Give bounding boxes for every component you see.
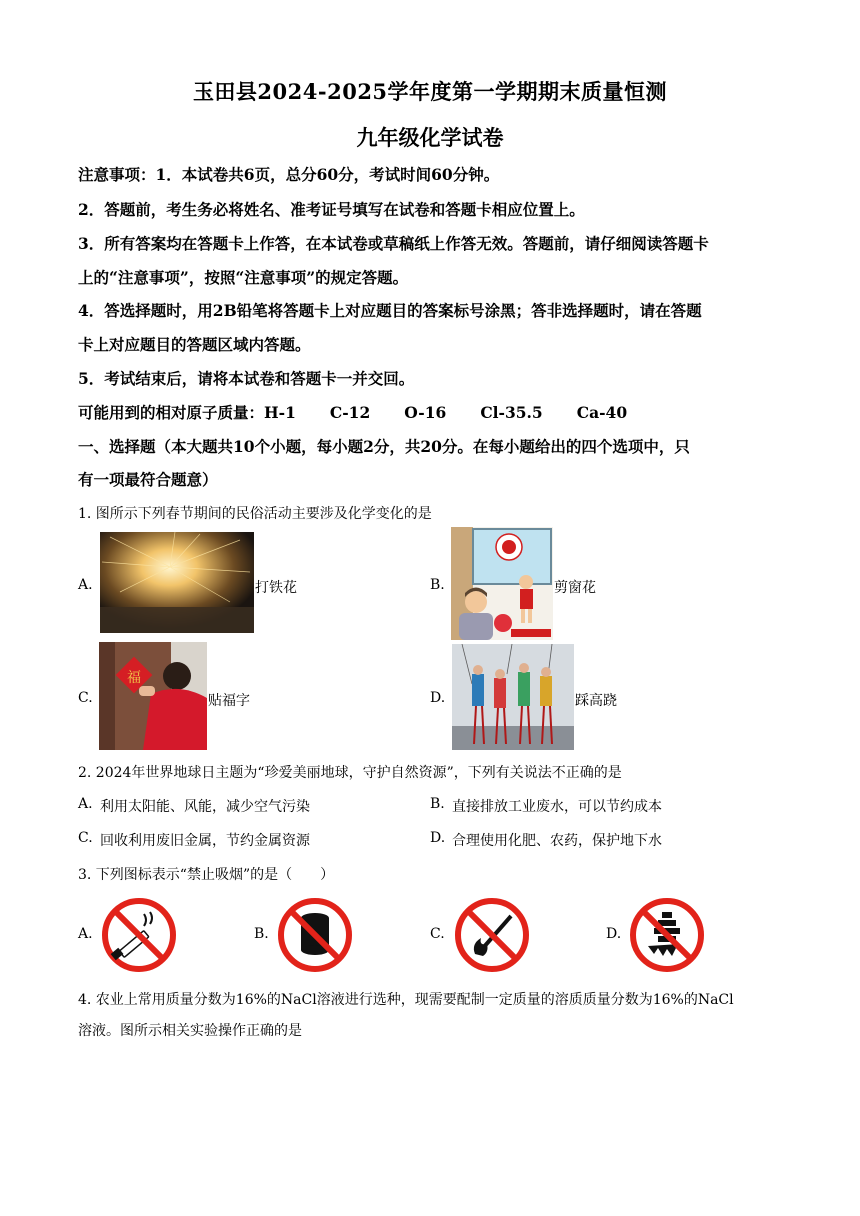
mass-item: C-12 xyxy=(329,403,371,422)
fu-character: 福 xyxy=(127,670,141,686)
q2-option-a-text: 利用太阳能、风能，减少空气污染 xyxy=(100,799,310,815)
q2-option-d-label[interactable]: D. xyxy=(430,830,446,846)
q2-option-a-label[interactable]: A. xyxy=(78,796,93,812)
q1-option-d-text: 踩高跷 xyxy=(575,693,617,709)
q2-option-b-text: 直接排放工业废水，可以节约成本 xyxy=(452,799,662,815)
mass-item: H-1 xyxy=(264,403,296,422)
q2-option-c-text: 回收利用废旧金属，节约金属资源 xyxy=(100,833,310,849)
stilt-walking-photo xyxy=(452,644,574,750)
q1-option-c-text: 贴福字 xyxy=(208,693,250,709)
no-storage-barrel-sign-icon xyxy=(276,896,354,974)
q1-option-b-label[interactable]: B. xyxy=(430,577,445,593)
note-5: 5．考试结束后，请将本试卷和答题卡一并交回。 xyxy=(78,369,415,388)
mass-item: Ca-40 xyxy=(576,403,628,422)
posting-fu-photo xyxy=(99,642,207,750)
question-3-stem: 3. 下列图标表示“禁止吸烟”的是（ ） xyxy=(78,867,335,883)
section-heading-cont: 有一项最符合题意） xyxy=(78,470,218,489)
no-smoking-sign-icon xyxy=(100,896,178,974)
q3-option-b-label[interactable]: B. xyxy=(254,926,269,942)
q2-option-b-label[interactable]: B. xyxy=(430,796,445,812)
mass-item: O-16 xyxy=(404,403,447,422)
q3-option-c-label[interactable]: C. xyxy=(430,926,445,942)
question-2-stem: 2. 2024年世界地球日主题为“珍爱美丽地球，守护自然资源”，下列有关说法不正确的是 xyxy=(78,765,622,781)
q1-option-c-label[interactable]: C. xyxy=(78,690,93,706)
no-fireworks-sign-icon xyxy=(628,896,706,974)
atomic-masses xyxy=(78,401,661,423)
exam-title: 玉田县2024-2025学年度第一学期期末质量恒测 xyxy=(192,79,668,104)
q1-option-d-label[interactable]: D. xyxy=(430,690,446,706)
note-4b: 卡上对应题目的答题区域内答题。 xyxy=(78,335,311,354)
q1-option-b-text: 剪窗花 xyxy=(554,580,596,596)
q1-option-a-label[interactable]: A. xyxy=(78,577,93,593)
q2-option-d-text: 合理使用化肥、农药，保护地下水 xyxy=(452,833,662,849)
section-heading: 一、选择题（本大题共10个小题，每小题2分，共20分。在每小题给出的四个选项中，只 xyxy=(78,437,690,456)
note-4a: 4．答选择题时，用2B铅笔将答题卡上对应题目的答案标号涂黑；答非选择题时，请在答题 xyxy=(78,301,702,320)
q1-option-a-text: 打铁花 xyxy=(255,580,297,596)
question-4-stem-cont: 溶液。图所示相关实验操作正确的是 xyxy=(78,1023,302,1039)
paper-cutting-cartoon xyxy=(451,527,553,640)
note-3a: 3．所有答案均在答题卡上作答，在本试卷或草稿纸上作答无效。答题前，请仔细阅读答题卡 xyxy=(78,234,709,253)
exam-subtitle: 九年级化学试卷 xyxy=(356,125,504,150)
q3-option-a-label[interactable]: A. xyxy=(78,926,93,942)
iron-flower-photo xyxy=(100,532,254,633)
note-1: 注意事项：1．本试卷共6页，总分60分，考试时间60分钟。 xyxy=(78,165,500,184)
question-1-stem: 1. 图所示下列春节期间的民俗活动主要涉及化学变化的是 xyxy=(78,506,432,522)
note-3b: 上的“注意事项”，按照“注意事项”的规定答题。 xyxy=(78,268,409,287)
no-matches-sign-icon xyxy=(453,896,531,974)
atomic-masses-label: 可能用到的相对原子质量： xyxy=(78,403,265,422)
q3-option-d-label[interactable]: D. xyxy=(606,926,622,942)
mass-item: Cl-35.5 xyxy=(480,403,543,422)
note-2: 2．答题前，考生务必将姓名、准考证号填写在试卷和答题卡相应位置上。 xyxy=(78,200,585,219)
q2-option-c-label[interactable]: C. xyxy=(78,830,93,846)
question-4-stem: 4. 农业上常用质量分数为16%的NaCl溶液进行选种，现需要配制一定质量的溶质质量分数为16%的NaCl xyxy=(78,992,734,1008)
